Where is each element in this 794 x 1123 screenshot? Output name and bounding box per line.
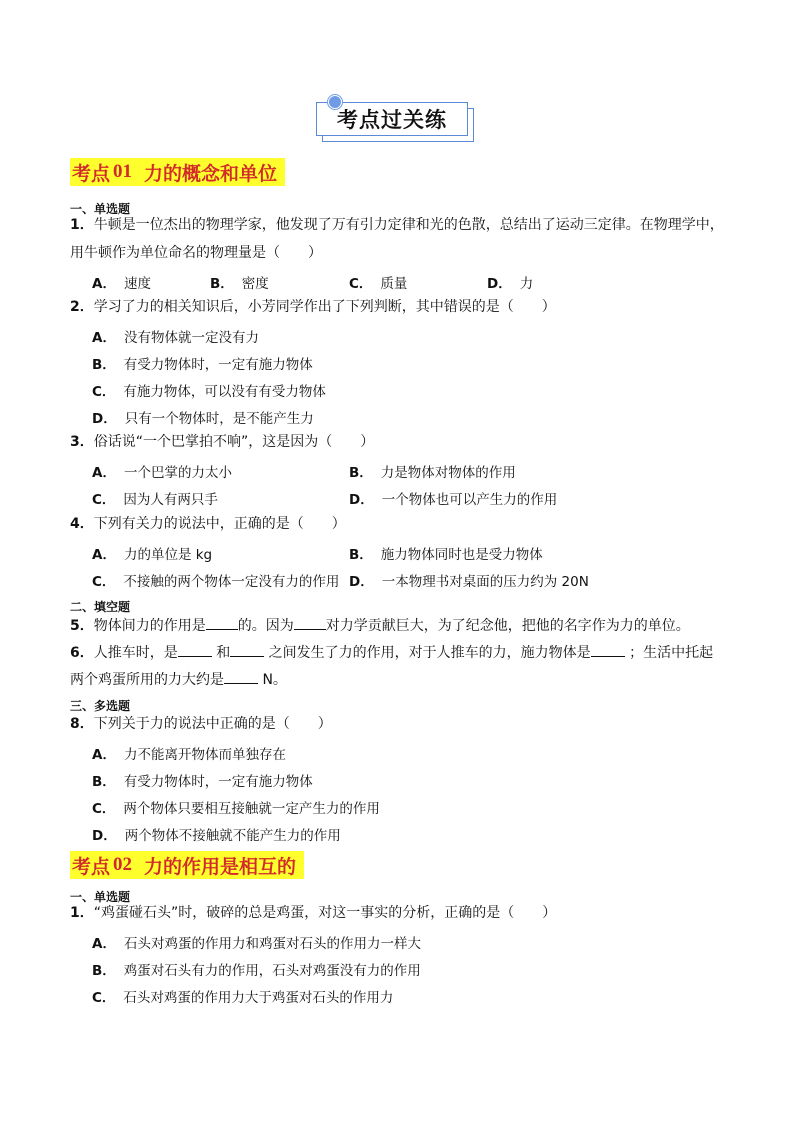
section-prefix: 考点 <box>72 855 111 878</box>
question-6-line2: 两个鸡蛋所用的力大约是 N。 <box>70 669 287 690</box>
section-prefix: 考点 <box>72 162 111 185</box>
option[interactable]: D． 两个物体不接触就不能产生力的作用 <box>92 828 341 844</box>
option[interactable]: C． 有施力物体，可以没有有受力物体 <box>92 384 326 400</box>
option[interactable]: A． 速度 <box>92 276 151 292</box>
option[interactable]: C． 两个物体只要相互接触就一定产生力的作用 <box>92 801 380 817</box>
section-title: 力的概念和单位 <box>144 162 278 185</box>
question-type-single: 一、单选题 <box>70 202 131 216</box>
title-dot-icon <box>328 95 342 109</box>
option[interactable]: D． 一个物体也可以产生力的作用 <box>349 492 558 508</box>
option[interactable]: A． 力不能离开物体而单独存在 <box>92 747 286 763</box>
question-stem: “鸡蛋碰石头”时，破碎的总是鸡蛋，对这一事实的分析，正确的是（ ） <box>93 905 557 921</box>
title-badge <box>316 102 476 144</box>
blank-input[interactable] <box>206 615 238 630</box>
question-number: 2． <box>70 299 94 315</box>
blank-input[interactable] <box>591 642 625 657</box>
question-1 <box>70 215 724 235</box>
blank-input[interactable] <box>230 642 264 657</box>
option[interactable]: B． 有受力物体时，一定有施力物体 <box>92 774 313 790</box>
option[interactable]: A． 一个巴掌的力太小 <box>92 465 232 481</box>
question-5: 5．物体间力的作用是 的。因为 对力学贡献巨大，为了纪念他，把他的名字作为力的单位。 <box>70 615 690 636</box>
option[interactable]: C． 石头对鸡蛋的作用力大于鸡蛋对石头的作用力 <box>92 990 394 1006</box>
option[interactable]: A． 石头对鸡蛋的作用力和鸡蛋对石头的作用力一样大 <box>92 936 421 952</box>
question-4 <box>70 514 346 534</box>
question-stem: 学习了力的相关知识后，小芳同学作出了下列判断，其中错误的是（ ） <box>93 299 556 315</box>
question-number: 8． <box>70 716 94 732</box>
section-number: 02 <box>113 854 133 875</box>
section-header-02 <box>70 851 304 879</box>
option[interactable]: A． 没有物体就一定没有力 <box>92 330 259 346</box>
question-number: 4． <box>70 516 94 532</box>
option[interactable]: B． 鸡蛋对石头有力的作用，石头对鸡蛋没有力的作用 <box>92 963 421 979</box>
question-stem: 牛顿是一位杰出的物理学家，他发现了万有引力定律和光的色散，总结出了运动三定律。在物理学中， <box>93 217 724 233</box>
blank-input[interactable] <box>178 642 212 657</box>
question-type-multi: 三、多选题 <box>70 699 131 713</box>
question-1-line2: 用牛顿作为单位命名的物理量是（ ） <box>70 245 322 261</box>
option[interactable]: B． 施力物体同时也是受力物体 <box>349 547 543 563</box>
option[interactable]: D． 力 <box>487 276 534 292</box>
option[interactable]: B． 有受力物体时，一定有施力物体 <box>92 357 313 373</box>
section-number: 01 <box>113 161 133 182</box>
question-stem: 下列有关力的说法中，正确的是（ ） <box>93 516 346 532</box>
option[interactable]: B． 密度 <box>210 276 269 292</box>
option[interactable]: A． 力的单位是 kg <box>92 547 213 563</box>
question-8 <box>70 714 332 734</box>
question-number: 1． <box>70 905 94 921</box>
question-stem: 俗话说“一个巴掌拍不响”，这是因为（ ） <box>93 434 375 450</box>
question-2 <box>70 297 556 317</box>
question-6: 6．人推车时，是 和 之间发生了力的作用，对于人推车的力，施力物体是 ；生活中托起 <box>70 642 713 663</box>
option[interactable]: D． 只有一个物体时，是不能产生力 <box>92 411 314 427</box>
section-title: 力的作用是相互的 <box>144 855 297 878</box>
question-type-single: 一、单选题 <box>70 890 131 904</box>
option[interactable]: D． 一本物理书对桌面的压力约为 20N <box>349 574 589 590</box>
question-2-1 <box>70 903 556 923</box>
option[interactable]: C． 不接触的两个物体一定没有力的作用 <box>92 574 340 590</box>
page-title: 考点过关练 <box>316 102 468 136</box>
option[interactable]: C． 质量 <box>349 276 408 292</box>
question-number: 1． <box>70 217 94 233</box>
blank-input[interactable] <box>224 669 258 684</box>
blank-input[interactable] <box>294 615 326 630</box>
question-stem: 下列关于力的说法中正确的是（ ） <box>93 716 332 732</box>
section-header-01 <box>70 158 285 186</box>
option[interactable]: B． 力是物体对物体的作用 <box>349 465 516 481</box>
question-3 <box>70 432 374 452</box>
question-type-fill: 二、填空题 <box>70 600 131 614</box>
option[interactable]: C． 因为人有两只手 <box>92 492 218 508</box>
question-number: 3． <box>70 434 94 450</box>
